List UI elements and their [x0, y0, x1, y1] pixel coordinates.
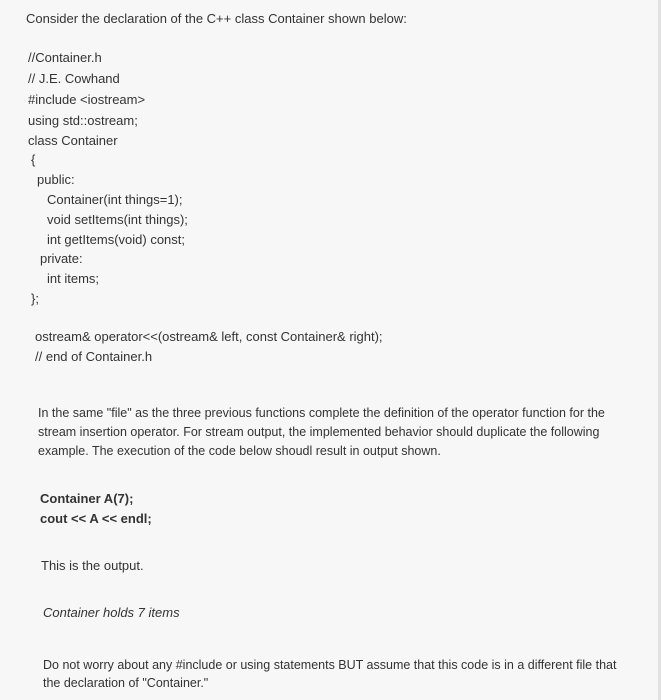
- code-line: class Container: [28, 133, 118, 148]
- code-line: private:: [40, 251, 83, 266]
- code-line: Container(int things=1);: [47, 192, 183, 207]
- code-line: using std::ostream;: [28, 113, 138, 128]
- code-line: // end of Container.h: [35, 349, 153, 364]
- output-text: Container holds 7 items: [43, 605, 180, 620]
- output-label: This is the output.: [41, 558, 144, 573]
- instructions-text: In the same "file" as the three previous functions complete the definition of the operator function for the stream insertion operator. For stream output, the implemented behavior should duplicate the following example. The execution of the code below shoudl result in output shown.: [38, 406, 605, 458]
- code-line: };: [31, 291, 39, 306]
- code-line: {: [31, 152, 36, 167]
- code-line: void setItems(int things);: [47, 212, 188, 227]
- code-line: int items;: [47, 271, 100, 286]
- code-line: public:: [37, 172, 75, 187]
- example-line: Container A(7);: [40, 491, 134, 506]
- code-line: #include <iostream>: [28, 92, 146, 107]
- note-text: Do not worry about any #include or using statements BUT assume that this code is in a different file that the declaration of "Container.": [43, 658, 617, 690]
- code-line: // J.E. Cowhand: [28, 71, 120, 86]
- intro-text: Consider the declaration of the C++ class Container shown below:: [26, 11, 407, 26]
- example-line: cout << A << endl;: [40, 511, 152, 526]
- code-line: int getItems(void) const;: [47, 232, 185, 247]
- code-line: //Container.h: [28, 50, 102, 65]
- code-line: ostream& operator<<(ostream& left, const Container& right);: [35, 329, 383, 344]
